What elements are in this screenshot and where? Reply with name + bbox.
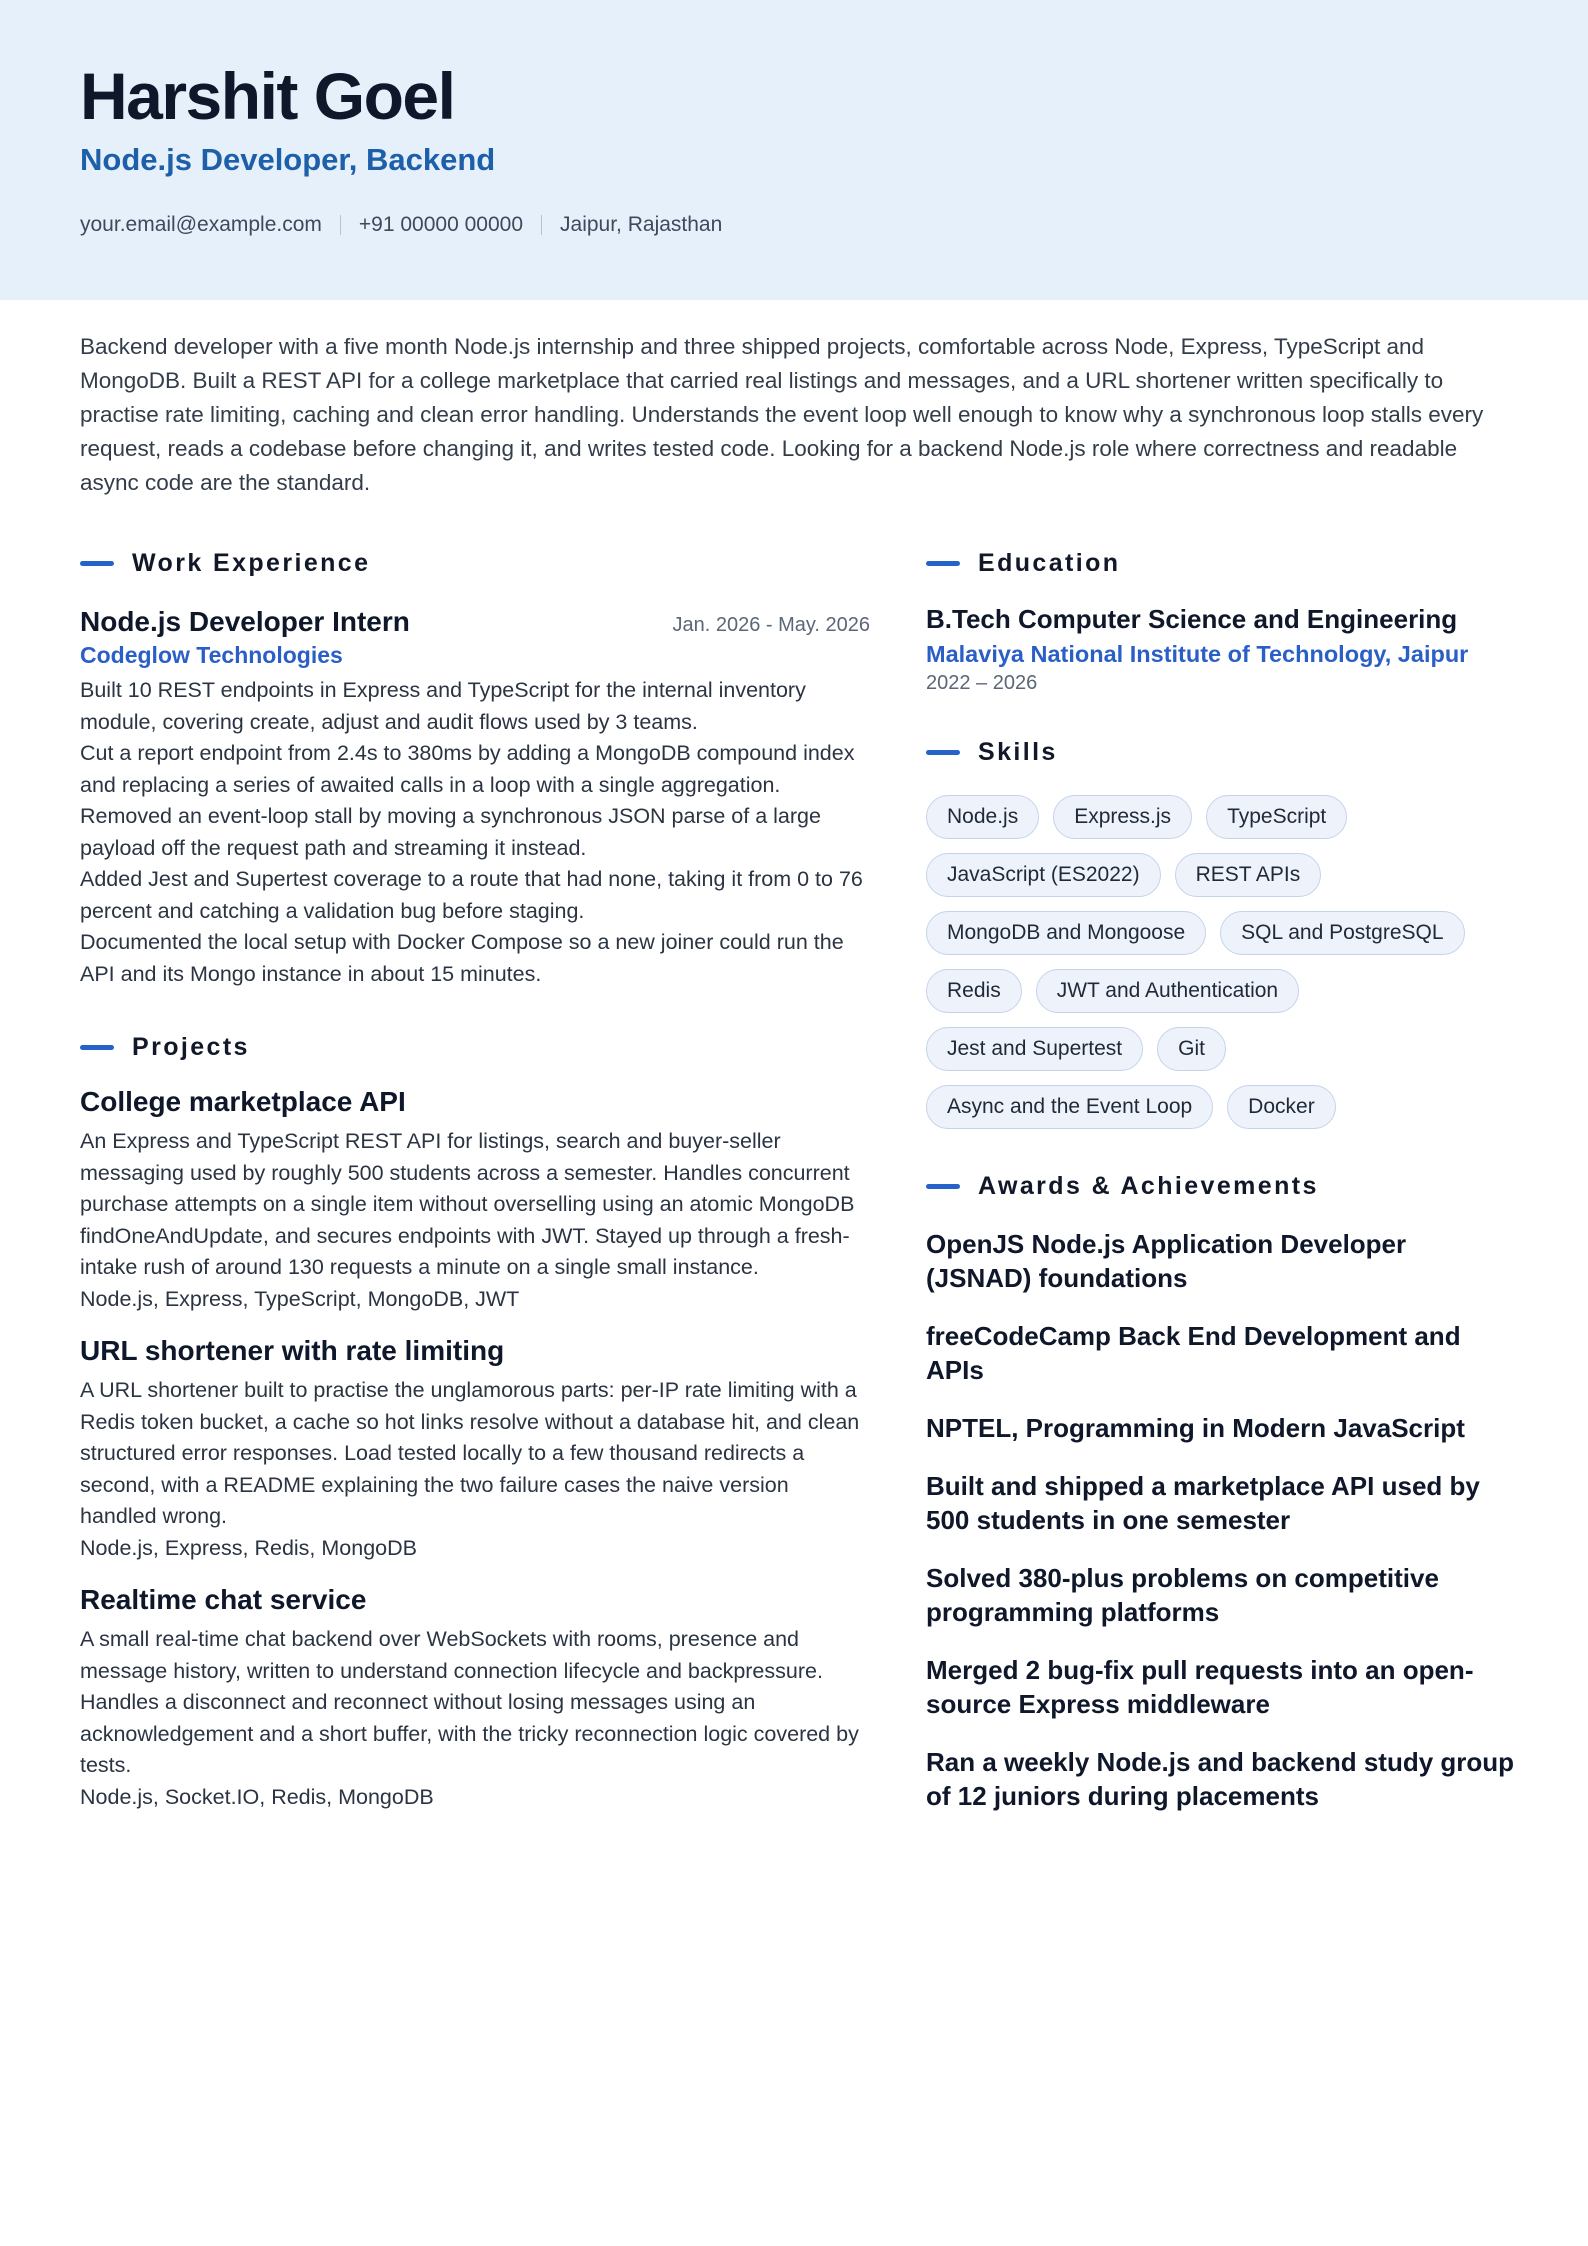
education-school: Malaviya National Institute of Technology, Jaipur — [926, 641, 1469, 667]
right-column — [926, 544, 1516, 1813]
job-bullet: Removed an event-loop stall by moving a synchronous JSON parse of a large payload off the request path and streaming it instead. — [80, 804, 821, 860]
contact-email[interactable]: your.email@example.com — [80, 213, 322, 236]
skill-chip: MongoDB and Mongoose — [926, 911, 1206, 955]
contact-location: Jaipur, Rajasthan — [560, 213, 723, 236]
candidate-name: Harshit Goel — [80, 59, 455, 133]
project-stack: Node.js, Express, TypeScript, MongoDB, JWT — [80, 1286, 520, 1311]
award-item: freeCodeCamp Back End Development and APIs — [926, 1321, 1461, 1385]
skill-chip: REST APIs — [1175, 853, 1322, 897]
left-column — [80, 544, 870, 1813]
section-accent-bar — [926, 750, 960, 755]
project-description: A URL shortener built to practise the unglamorous parts: per-IP rate limiting with a Redis token bucket, a cache so hot links resolve without a database hit, and clean structured error responses. Load tested locally to a few thousand redirects a second, with a README explaining the two failure cases the naive version handled wrong. — [80, 1378, 860, 1528]
award-item: Solved 380-plus problems on competitive programming platforms — [926, 1563, 1439, 1627]
section-heading-education — [926, 544, 1516, 582]
project-description: A small real-time chat backend over WebSockets with rooms, presence and message history, written to understand connection lifecycle and backpressure. Handles a disconnect and reconnect without losing messages using an acknowledgement and a short buffer, with the tricky reconnection logic covered by tests. — [80, 1627, 859, 1777]
section-title: Skills — [978, 737, 1058, 766]
education-degree: B.Tech Computer Science and Engineering — [926, 604, 1458, 634]
candidate-headline: Node.js Developer, Backend — [80, 142, 496, 177]
project-entry — [80, 1584, 870, 1813]
job-bullet: Cut a report endpoint from 2.4s to 380ms by adding a MongoDB compound index and replacing a series of awaited calls in a loop with a single aggregation. — [80, 741, 855, 797]
section-heading-awards — [926, 1167, 1516, 1205]
project-name: College marketplace API — [80, 1086, 406, 1117]
award-item: Ran a weekly Node.js and backend study group of 12 juniors during placements — [926, 1747, 1515, 1811]
section-accent-bar — [80, 561, 114, 566]
project-name: URL shortener with rate limiting — [80, 1335, 505, 1366]
skill-chip: JWT and Authentication — [1036, 969, 1299, 1013]
contact-divider — [541, 215, 542, 235]
skill-chip: TypeScript — [1206, 795, 1347, 839]
contact-phone[interactable]: +91 00000 00000 — [358, 213, 524, 236]
section-accent-bar — [926, 1184, 960, 1189]
section-heading-projects — [80, 1028, 870, 1066]
contact-divider — [340, 215, 341, 235]
section-title: Work Experience — [132, 548, 371, 577]
job-dates: Jan. 2026 - May. 2026 — [672, 614, 870, 636]
skill-chip: Express.js — [1053, 795, 1192, 839]
section-heading-experience — [80, 544, 870, 582]
section-accent-bar — [926, 561, 960, 566]
project-stack: Node.js, Socket.IO, Redis, MongoDB — [80, 1784, 434, 1809]
section-heading-skills — [926, 733, 1516, 771]
skill-chip: Redis — [926, 969, 1022, 1013]
resume-header — [0, 0, 1588, 300]
skill-chip: Async and the Event Loop — [926, 1085, 1213, 1129]
skill-chip: JavaScript (ES2022) — [926, 853, 1161, 897]
project-stack: Node.js, Express, Redis, MongoDB — [80, 1535, 417, 1560]
project-entry — [80, 1335, 870, 1564]
company-name: Codeglow Technologies — [80, 642, 343, 668]
award-item: OpenJS Node.js Application Developer (JSNAD) foundations — [926, 1229, 1407, 1293]
section-title: Projects — [132, 1032, 250, 1061]
job-bullet: Documented the local setup with Docker Compose so a new joiner could run the API and its Mongo instance in about 15 minutes. — [80, 930, 844, 986]
skill-chip: Node.js — [926, 795, 1039, 839]
skill-chip: Git — [1157, 1027, 1226, 1071]
skills-list — [926, 795, 1516, 1129]
job-title: Node.js Developer Intern — [80, 606, 410, 637]
project-name: Realtime chat service — [80, 1584, 367, 1615]
award-item: NPTEL, Programming in Modern JavaScript — [926, 1413, 1465, 1443]
experience-entry — [80, 606, 870, 990]
summary-paragraph: Backend developer with a five month Node.js internship and three shipped projects, comfortable across Node, Express, TypeScript and MongoDB. Built a REST API for a college marketplace that carried real listings and messages, and a URL shortener written specifically to practise rate limiting, caching and clean error handling. Understands the event loop well enough to know why a synchronous loop stalls every request, reads a codebase before changing it, and writes tested code. Looking for a backend Node.js role where correctness and readable async code are the standard. — [80, 334, 1484, 495]
skill-chip: SQL and PostgreSQL — [1220, 911, 1464, 955]
section-title: Awards & Achievements — [978, 1171, 1319, 1200]
project-description: An Express and TypeScript REST API for listings, search and buyer-seller messaging used by roughly 500 students across a semester. Handles concurrent purchase attempts on a single item without overselling using an atomic MongoDB findOneAndUpdate, and secures endpoints with JWT. Stayed up through a fresh-intake rush of around 130 requests a minute on a single small instance. — [80, 1129, 855, 1279]
project-entry — [80, 1086, 870, 1315]
award-item: Merged 2 bug-fix pull requests into an open-source Express middleware — [926, 1655, 1474, 1719]
skill-chip: Docker — [1227, 1085, 1336, 1129]
section-accent-bar — [80, 1045, 114, 1050]
skill-chip: Jest and Supertest — [926, 1027, 1143, 1071]
awards-list — [926, 1227, 1516, 1813]
job-bullet: Built 10 REST endpoints in Express and TypeScript for the internal inventory module, covering create, adjust and audit flows used by 3 teams. — [80, 678, 806, 734]
job-bullets — [80, 675, 870, 990]
job-bullet: Added Jest and Supertest coverage to a route that had none, taking it from 0 to 76 percent and catching a validation bug before staging. — [80, 867, 863, 923]
education-years: 2022 – 2026 — [926, 672, 1038, 694]
section-title: Education — [978, 548, 1121, 577]
contact-line — [80, 213, 722, 237]
award-item: Built and shipped a marketplace API used by 500 students in one semester — [926, 1471, 1480, 1535]
